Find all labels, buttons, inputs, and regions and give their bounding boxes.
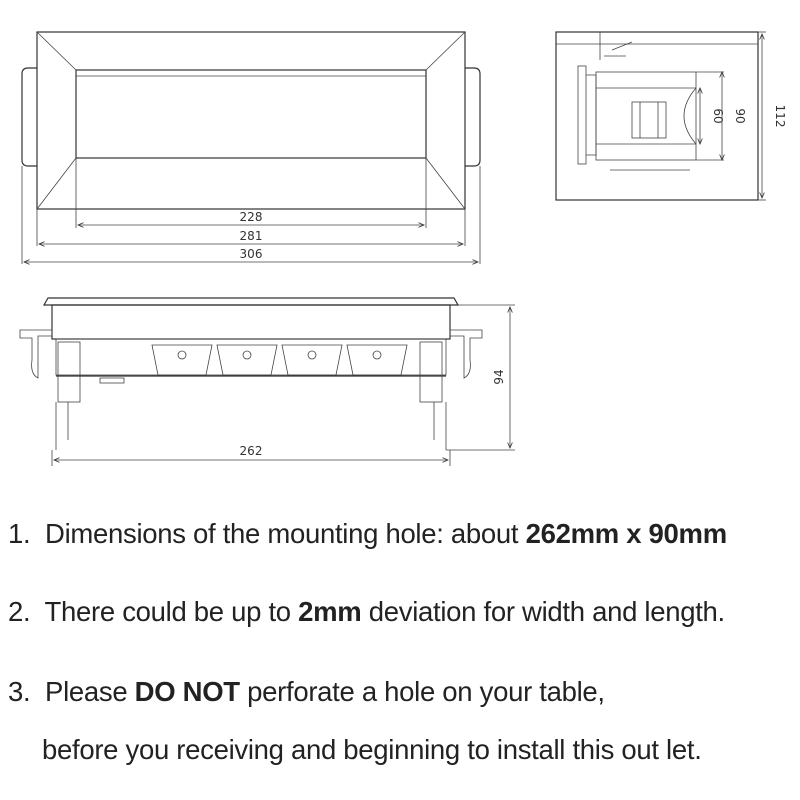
note-1 bbox=[8, 518, 727, 550]
dim-262: 262 bbox=[239, 444, 263, 458]
left-clamp bbox=[22, 68, 37, 166]
dim-112: 112 bbox=[773, 104, 787, 128]
note-2-text: There could be up to bbox=[44, 596, 299, 627]
note-3-number: 3. bbox=[8, 676, 31, 707]
note-1-bold: 262mm x 90mm bbox=[525, 518, 727, 549]
side-view bbox=[556, 32, 787, 200]
top-view bbox=[22, 32, 480, 264]
note-2-number: 2. bbox=[8, 596, 31, 627]
note-1-number: 1. bbox=[8, 518, 31, 549]
note-2-text-end: deviation for width and length. bbox=[361, 596, 725, 627]
front-socket-row bbox=[56, 339, 446, 375]
dim-60: 60 bbox=[711, 108, 725, 124]
note-2-bold: 2mm bbox=[298, 596, 362, 627]
note-1-text: Dimensions of the mounting hole: about bbox=[45, 518, 526, 549]
note-3-bold: DO NOT bbox=[134, 676, 240, 707]
note-3 bbox=[8, 676, 605, 708]
note-3-continuation bbox=[42, 734, 702, 766]
front-top-plate bbox=[44, 298, 458, 305]
note-2 bbox=[8, 596, 725, 628]
note-3-text: Please bbox=[45, 676, 135, 707]
dim-90: 90 bbox=[733, 108, 747, 124]
dim-228: 228 bbox=[239, 210, 263, 224]
note-3-text-end: perforate a hole on your table, bbox=[239, 676, 605, 707]
note-3-continuation-text: before you receiving and beginning to install this out let. bbox=[42, 734, 702, 765]
front-upper-body bbox=[52, 305, 450, 339]
dim-281: 281 bbox=[239, 229, 263, 243]
dim-94: 94 bbox=[492, 369, 506, 385]
top-frame-outer bbox=[37, 32, 465, 209]
dim-306: 306 bbox=[239, 247, 263, 261]
top-lid bbox=[76, 70, 426, 158]
right-clamp bbox=[465, 68, 480, 166]
front-view bbox=[20, 298, 515, 466]
